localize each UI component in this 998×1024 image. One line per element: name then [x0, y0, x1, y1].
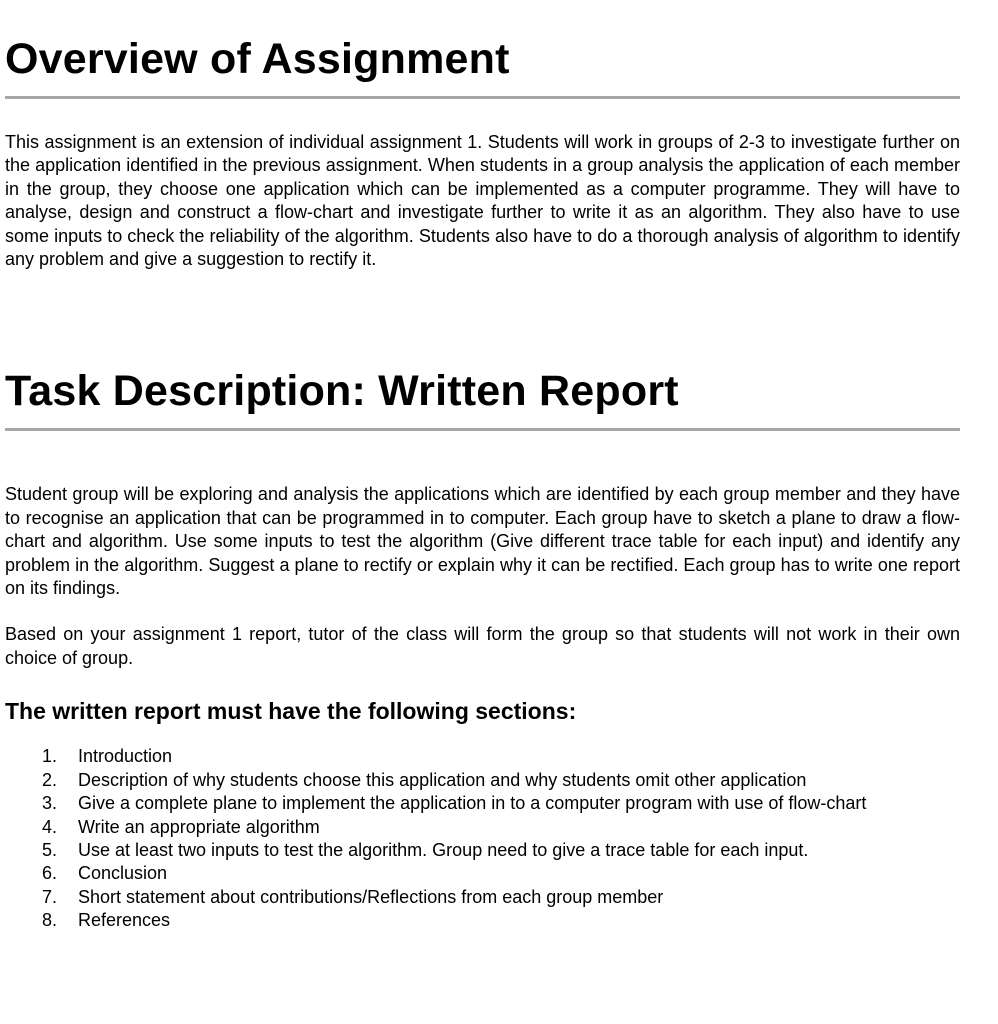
overview-paragraph: This assignment is an extension of individual assignment 1. Students will work in groups of 2-3 to investigate further on the application identified in the previous assignment. When students in a group analysis the application of each member in the group, they choose one application which can be implemented as a computer programme. They will have to analyse, design and construct a flow-chart and investigate further to write it as an algorithm. They also have to use some inputs to check the reliability of the algorithm. Students also have to do a thorough analysis of algorithm to identify any problem and give a suggestion to rectify it. [5, 132, 960, 270]
list-item [5, 792, 933, 815]
list-item-number: 4. [42, 816, 58, 837]
list-item-number: 7. [42, 886, 58, 907]
list-item [5, 862, 933, 885]
list-item-text: References [78, 910, 171, 931]
list-item-text: Use at least two inputs to test the algorithm. Group need to give a trace table for each input. [78, 839, 809, 860]
list-item-number: 8. [42, 910, 58, 931]
list-item [5, 769, 933, 792]
list-item-number: 1. [42, 746, 58, 767]
list-item-number: 3. [42, 793, 58, 814]
list-item [5, 745, 933, 768]
list-item [5, 886, 933, 909]
list-item-text: Write an appropriate algorithm [78, 816, 320, 837]
list-item-number: 2. [42, 769, 58, 790]
heading-divider [5, 96, 960, 99]
list-item-text: Description of why students choose this application and why students omit other application [78, 769, 807, 790]
document-page [5, 0, 960, 933]
sections-list [5, 745, 960, 932]
list-item-text: Introduction [78, 746, 173, 767]
task-paragraph-1: Student group will be exploring and analysis the applications which are identified by each group member and they have to recognise an application that can be programmed in to computer. Each group have to sketch a plane to draw a flow-chart and algorithm. Use some inputs to test the algorithm (Give different trace table for each input) and identify any problem in the algorithm. Suggest a plane to rectify or explain why it can be rectified. Each group has to write one report on its findings. [5, 484, 960, 599]
list-item-number: 5. [42, 839, 58, 860]
list-item [5, 816, 933, 839]
list-item-text: Conclusion [78, 863, 168, 884]
list-item [5, 839, 933, 862]
task-paragraph-2: Based on your assignment 1 report, tutor of the class will form the group so that students will not work in their own choice of group. [5, 624, 960, 668]
list-item-text: Give a complete plane to implement the application in to a computer program with use of flow-chart [78, 793, 867, 814]
list-item-text: Short statement about contributions/Reflections from each group member [78, 886, 664, 907]
heading-overview: Overview of Assignment [5, 35, 510, 83]
sections-subheading: The written report must have the following sections: [5, 698, 577, 725]
heading-task-description: Task Description: Written Report [5, 367, 679, 416]
list-item [5, 909, 933, 932]
list-item-number: 6. [42, 863, 58, 884]
heading-divider [5, 428, 960, 431]
